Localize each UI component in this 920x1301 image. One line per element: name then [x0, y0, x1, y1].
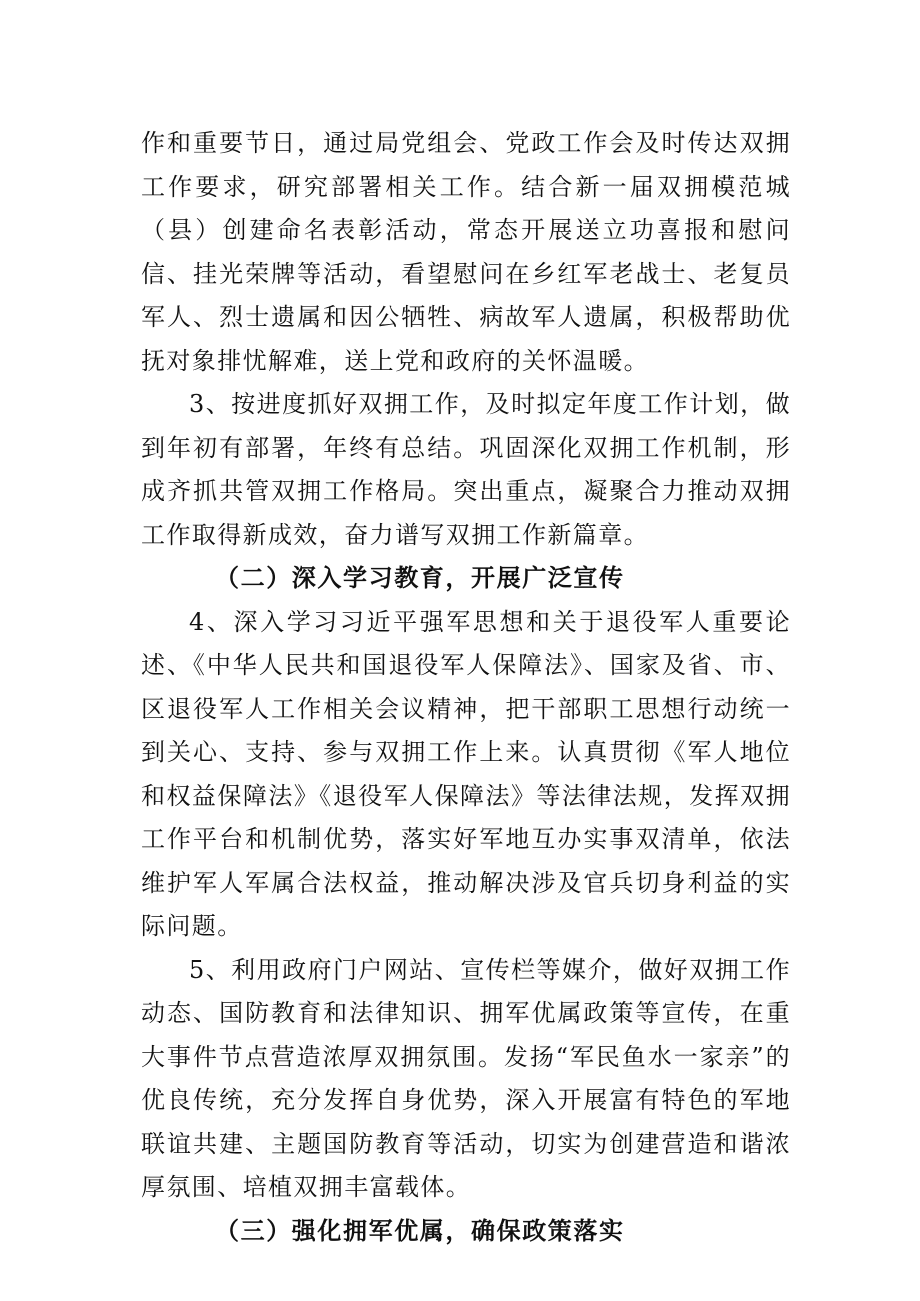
document-body	[141, 122, 791, 1253]
section-heading-3: （三）强化拥军优属，确保政策落实	[215, 1216, 625, 1245]
paragraph-item-3: 3、按进度抓好双拥工作，及时拟定年度工作计划，做到年初有部署，年终有总结。巩固深化双拥工作机制，形成齐抓共管双拥工作格局。突出重点，凝聚合力推动双拥工作取得新成效，奋力谱写双拥工作新篇章。	[141, 390, 791, 549]
paragraph-continued: 作和重要节日，通过局党组会、党政工作会及时传达双拥工作要求，研究部署相关工作。结合新一届双拥模范城（县）创建命名表彰活动，常态开展送立功喜报和慰问信、挂光荣牌等活动，看望慰问在乡红军老战士、老复员军人、烈士遗属和因公牺牲、病故军人遗属，积极帮助优抚对象排忧解难，送上党和政府的关怀温暖。	[141, 129, 791, 375]
paragraph-item-5: 5、利用政府门户网站、宣传栏等媒介，做好双拥工作动态、国防教育和法律知识、拥军优属政策等宣传，在重大事件节点营造浓厚双拥氛围。发扬“军民鱼水一家亲”的优良传统，充分发挥自身优势，深入开展富有特色的军地联谊共建、主题国防教育等活动，切实为创建营造和谐浓厚氛围、培植双拥丰富载体。	[141, 955, 791, 1201]
paragraph-item-4: 4、深入学习习近平强军思想和关于退役军人重要论述、《中华人民共和国退役军人保障法》、国家及省、市、区退役军人工作相关会议精神，把干部职工思想行动统一到关心、支持、参与双拥工作上来。认真贯彻《军人地位和权益保障法》《退役军人保障法》等法律法规，发挥双拥工作平台和机制优势，落实好军地互办实事双清单，依法维护军人军属合法权益，推动解决涉及官兵切身利益的实际问题。	[141, 607, 791, 940]
section-heading-2: （二）深入学习教育，开展广泛宣传	[215, 564, 625, 592]
